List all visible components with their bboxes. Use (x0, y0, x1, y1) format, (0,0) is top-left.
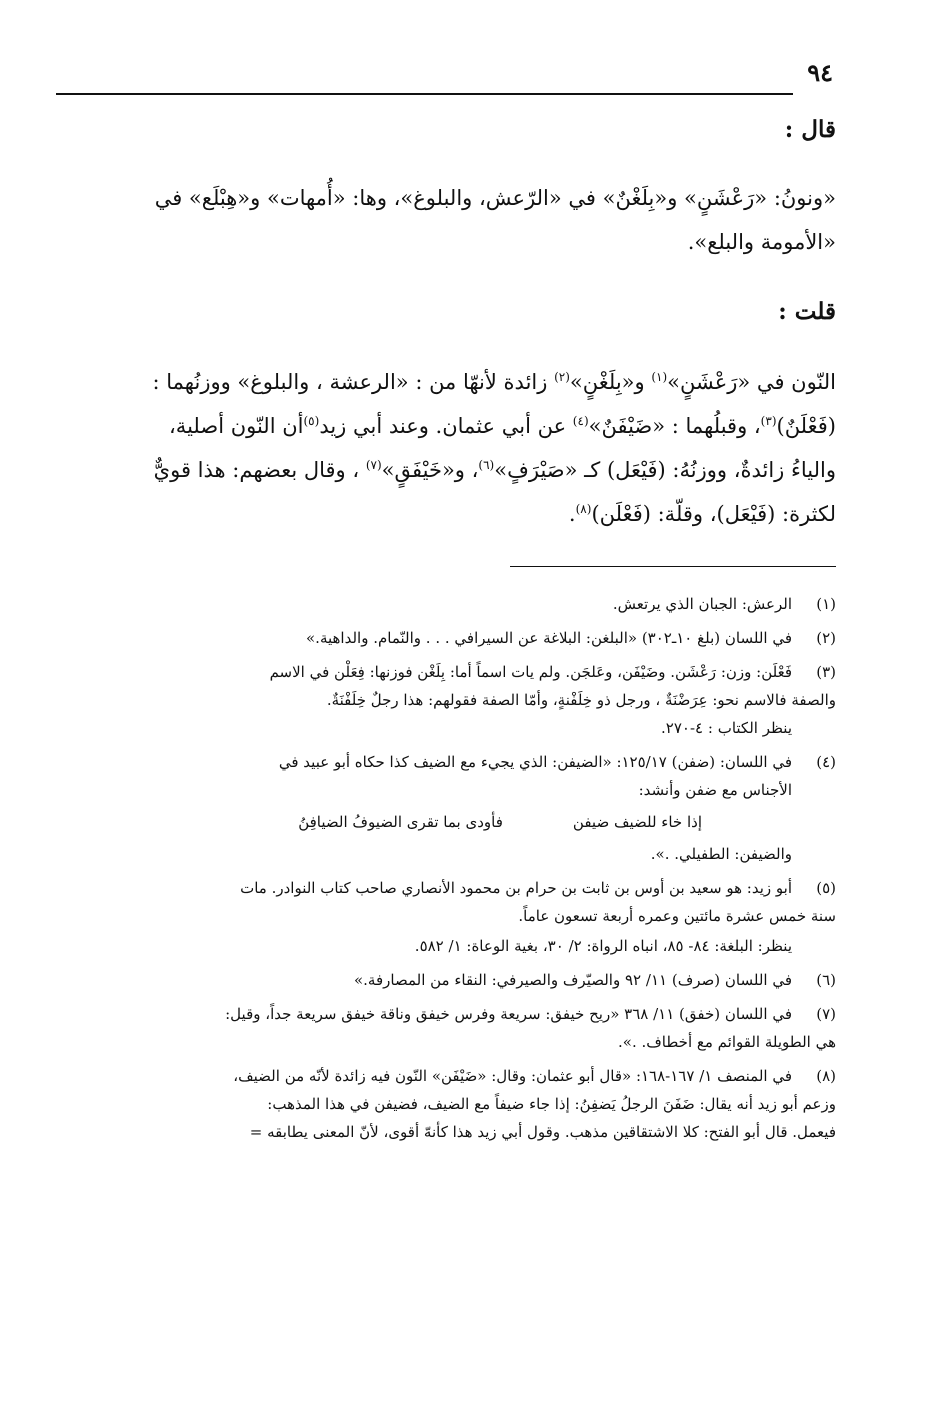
footnote-line: والضيفن: الطفيلي. .». (650, 845, 792, 863)
para-line-1 (56, 360, 836, 404)
main-paragraph (56, 360, 836, 536)
footnote-line: في المنصف ١/ ١٦٧-١٦٨: «قال أبو عثمان: وقال: «ضَيْفَن» النّون فيه زائدة لأنّه من الضيف، (233, 1067, 792, 1085)
footnote-ref[interactable]: (٤) (572, 414, 589, 428)
footnote-number: (٥) (816, 879, 836, 897)
footnote-3 (56, 658, 836, 742)
footnote-line: والصفة فالاسم نحو: عِرَضْنَةٌ ، ورجل ذو خِلَفْنةٍ، وأمّا الصفة فقولهم: هذا رجلٌ خِلَفْنَةٌ. (326, 691, 836, 709)
para-text: . (568, 502, 576, 526)
footnote-4 (56, 748, 836, 868)
footnote-7 (56, 1000, 836, 1056)
footnote-separator (510, 566, 836, 567)
para-text: والياءُ زائدةٌ، ووزنُهُ: (فَيْعَل) كـ «صَيْرَفٍ» (494, 458, 836, 482)
quote-line-2: «الأمومة والبلع». (687, 230, 836, 254)
footnote-ref[interactable]: (٥) (303, 414, 320, 428)
para-text: و«بِلَغْنٍ» (569, 370, 652, 394)
footnote-line: في اللسان (صرف) ١١/ ٩٢ والصيّرف والصيرفي: النقاء من المصارفة.» (353, 971, 792, 989)
footnote-line: في اللسان (بلغ ١٠ـ٣٠٢) «البلغن: البلاغة عن السيرافي . . . والنّمام. والداهية.» (306, 629, 792, 647)
para-text: (فَعْلَنٌ) (776, 414, 836, 438)
qala-heading: قال : (784, 116, 836, 143)
footnote-ref[interactable]: (٦) (478, 458, 495, 472)
qultu-heading: قلت : (778, 298, 836, 325)
para-text: عن أبي عثمان. وعند أبي زيد (319, 414, 573, 438)
para-line-4 (56, 492, 836, 536)
footnote-number: (٣) (816, 663, 836, 681)
footnote-number: (٧) (816, 1005, 836, 1023)
footnote-line: في اللسان: (ضفن) ١٢٥/١٧: «الضيفن: الذي يجيء مع الضيف كذا حكاه أبو عبيد في (278, 753, 792, 771)
footnote-line: وزعم أبو زيد أنه يقال: ضَفَنَ الرجلُ يَضفِنُ: إذا جاء ضيفاً مع الضيف، فضيفن في هذا المذهب: (267, 1095, 836, 1113)
footnote-ref[interactable]: (١) (651, 370, 668, 384)
footnote-line: الرعش: الجبان الذي يرتعش. (612, 595, 792, 613)
footnote-2 (56, 624, 836, 652)
footnote-line: ينظر الكتاب : ٤-٢٧٠. (661, 719, 792, 737)
para-text: ، وقبلُهما : «ضَيْفَنٌ» (588, 414, 761, 438)
footnote-1 (56, 590, 836, 618)
footnote-8 (56, 1062, 836, 1146)
footnote-number: (٦) (816, 971, 836, 989)
footnote-ref[interactable]: (٣) (760, 414, 777, 428)
footnote-5 (56, 874, 836, 960)
footnote-number: (٨) (816, 1067, 836, 1085)
poetry-verse (56, 808, 792, 836)
footnote-line: ينظر: البلغة: ٨٤- ٨٥، انباه الرواة: ٢/ ٣٠، بغية الوعاة: ١/ ٥٨٢. (414, 937, 792, 955)
footnote-ref[interactable]: (٢) (554, 370, 570, 384)
verse-first-hemistich: إذا خاء للضيف ضيفن (572, 813, 702, 831)
footnote-number: (٤) (816, 753, 836, 771)
footnote-number: (٢) (816, 629, 836, 647)
footnote-line: فيعمل. قال أبو الفتح: كلا الاشتقاقين مذهب. وقول أبي زيد هذا كأنهّ أقوى، لأنّ المعنى يطابقه = (249, 1123, 836, 1141)
footnote-line: في اللسان (خفق) ١١/ ٣٦٨ «ريح خيفق: سريعة وفرس خيفق وناقة خيفق سريعة جداً، وقيل: (225, 1005, 792, 1023)
footnotes (56, 590, 836, 1152)
footnote-6 (56, 966, 836, 994)
footnote-line: هي الطويلة القوائم مع أخطاف. .». (618, 1033, 836, 1051)
footnote-line: أبو زيد: هو سعيد بن أوس بن ثابت بن حرام بن محمود الأنصاري صاحب كتاب النوادر. مات (240, 879, 792, 897)
footnote-number: (١) (816, 595, 836, 613)
para-line-2 (56, 404, 836, 448)
para-text: زائدة لأنهّا من : «الرعشة ، والبلوغ» ووزنُهما : (152, 370, 555, 394)
para-text: ، و«خَيْفَقٍ» (381, 458, 479, 482)
header-rule (56, 93, 793, 95)
footnote-line: سنة خمس عشرة مائتين وعمره أربعة تسعون عاماً. (518, 907, 836, 925)
quote-paragraph (56, 176, 836, 264)
para-line-3 (56, 448, 836, 492)
page-number: ٩٤ (807, 58, 833, 87)
para-text: لكثرة: (فَيْعَل)، وقلّة: (فَعْلَن) (591, 502, 836, 526)
para-text: النّون في «رَعْشَنٍ» (667, 370, 836, 394)
quote-line-1: «ونونُ: «رَعْشَنٍ» و«بِلَغْنٌ» في «الرّعش، والبلوغ»، وها: «أُمهات» و«هِبْلَع» في (154, 186, 836, 210)
footnote-ref[interactable]: (٧) (365, 458, 382, 472)
para-text: ، وقال بعضهم: هذا قويٌّ (153, 458, 366, 482)
verse-second-hemistich: فأودى بما تقرى الضيوفُ الضيافِنُ (298, 813, 503, 831)
footnote-line: الأجناس مع ضفن وأنشد: (638, 781, 792, 799)
footnote-line: فَعْلَن: وزن: رَعْشَن. وضَيْفَن، وعَلجَن. ولم يات اسماً أما: بِلَغْن فوزنها: فِعَلْن في الاسم (269, 663, 792, 681)
para-text: أن النّون أصلية، (169, 414, 304, 438)
footnote-ref[interactable]: (٨) (575, 502, 592, 516)
